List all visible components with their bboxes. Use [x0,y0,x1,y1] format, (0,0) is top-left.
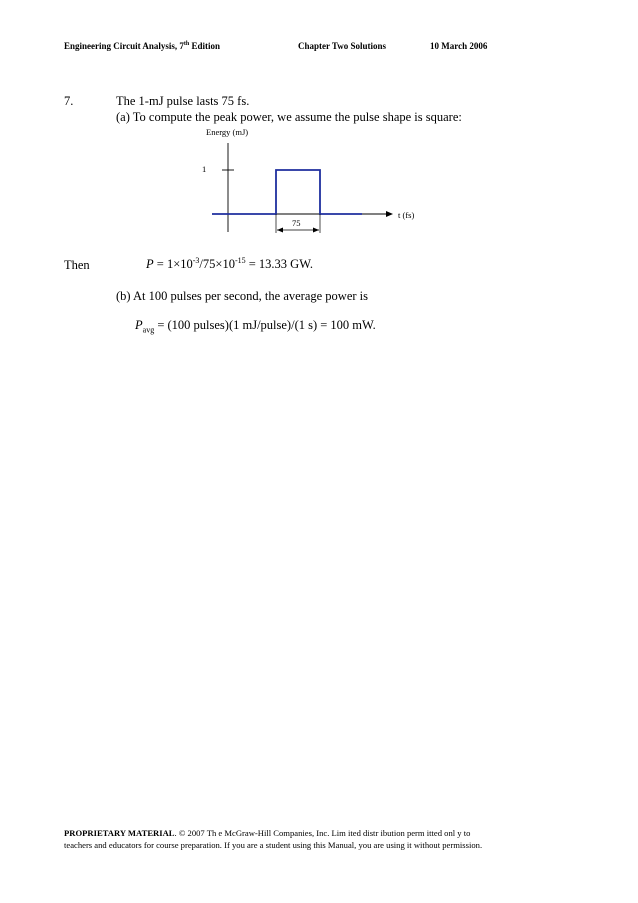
book-title-text: Engineering Circuit Analysis, 7 [64,41,184,51]
eq1-part-b: /75×10 [199,257,235,272]
avg-power-equation [135,318,376,335]
eq1-part-c: = 13.33 GW. [245,257,313,272]
square-pulse [212,170,362,214]
pulse-width-label: 75 [292,218,301,228]
pulse-figure [190,125,430,245]
problem-number: 7. [64,94,74,108]
footer-line-2: teachers and educators for course preparation. If you are a student using this Manual, you are using it without permission. [64,839,483,850]
footer-line-1 [64,828,584,840]
eq2-var: P [135,318,143,332]
x-axis-label: t (fs) [398,210,415,220]
header-chapter: Chapter Two Solutions [298,41,387,51]
part-b-text: (b) At 100 pulses per second, the average power is [116,289,369,303]
y-axis-label: Energy (mJ) [206,127,249,137]
eq2-subscript: avg [142,325,155,335]
header-book-title [64,41,220,51]
problem-statement: The 1-mJ pulse lasts 75 fs. [116,94,250,108]
peak-power-equation [146,256,313,272]
pulse-diagram [190,125,430,245]
footer-notice [64,828,584,851]
part-a-text: (a) To compute the peak power, we assume the pulse shape is square: [116,110,462,124]
y-tick-label: 1 [202,164,207,174]
eq2-rest: = (100 pulses)(1 mJ/pulse)/(1 s) = 100 mW. [154,318,376,332]
eq1-part-a: = 1×10 [153,257,193,272]
eq1-exp1: -3 [192,256,200,265]
edition-text: Edition [189,41,220,51]
then-label: Then [64,258,90,272]
dim-arrow-left-icon [277,228,283,233]
x-axis-arrow-icon [386,211,393,217]
footer-bold: PROPRIETARY MATERIAL [64,828,175,838]
footer-line1-text: . © 2007 Th e McGraw-Hill Companies, Inc. Lim ited distr ibution perm itted onl y to [174,828,471,838]
header-date: 10 March 2006 [430,41,488,51]
eq1-var: P [146,257,154,272]
eq1-exp2: -15 [234,256,246,265]
edition-superscript: th [183,41,190,47]
dim-arrow-right-icon [313,228,319,233]
